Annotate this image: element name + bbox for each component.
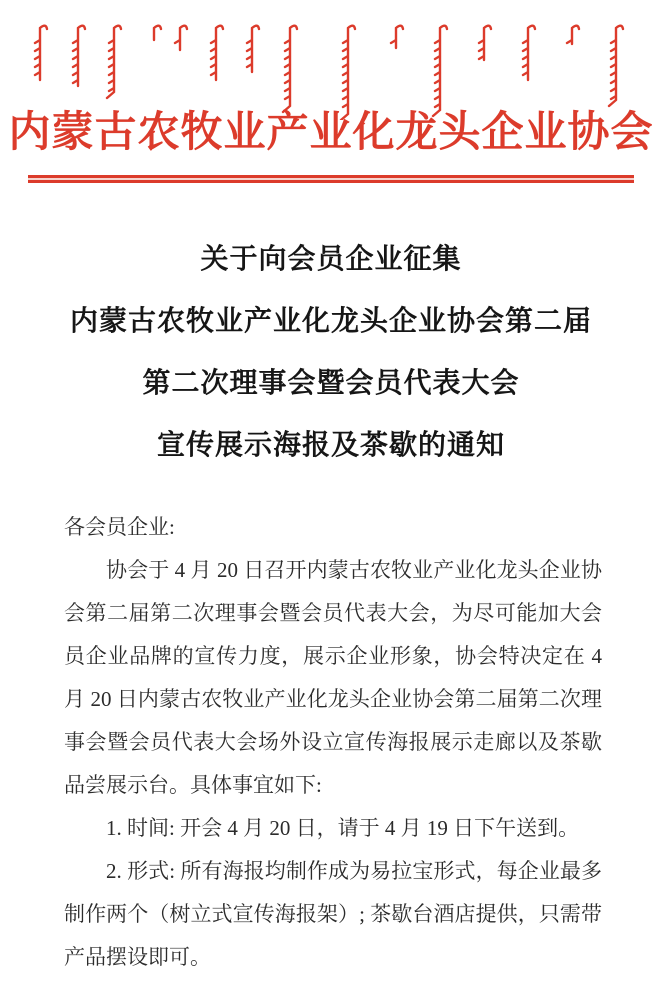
paragraph-item-format: 2. 形式: 所有海报均制作成为易拉宝形式，每企业最多制作两个（树立式宣传海报架）; 茶歇台酒店提供，只需带产品摆设即可。 <box>64 859 602 969</box>
letterhead-divider <box>28 175 634 183</box>
notice-title-line-4: 宣传展示海报及茶歇的通知 <box>156 430 505 461</box>
paragraph-intro: 协会于 4 月 20 日召开内蒙古农牧业产业化龙头企业协会第二届第二次理事会暨会员代表大会，为尽可能加大会员企业品牌的宣传力度，展示企业形象，协会特决定在 4 月 20 日内蒙古农牧业产业化龙头企业协会第二届第二次理事会暨会员代表大会场外设立宣传海报展示走廊以及茶歇品尝展示台。具体事宜如下: <box>64 558 602 797</box>
notice-title-line-1: 关于向会员企业征集 <box>200 244 462 275</box>
notice-body <box>64 506 602 979</box>
paragraph-item-time: 1. 时间: 开会 4 月 20 日，请于 4 月 19 日下午送到。 <box>106 816 580 840</box>
org-name: 内蒙古农牧业产业化龙头企业协会 <box>8 110 654 156</box>
notice-title <box>0 229 662 477</box>
notice-title-line-2: 内蒙古农牧业产业化龙头企业协会第二届 <box>69 306 592 337</box>
notice-title-line-3: 第二次理事会暨会员代表大会 <box>142 368 520 399</box>
salutation: 各会员企业: <box>64 515 175 539</box>
